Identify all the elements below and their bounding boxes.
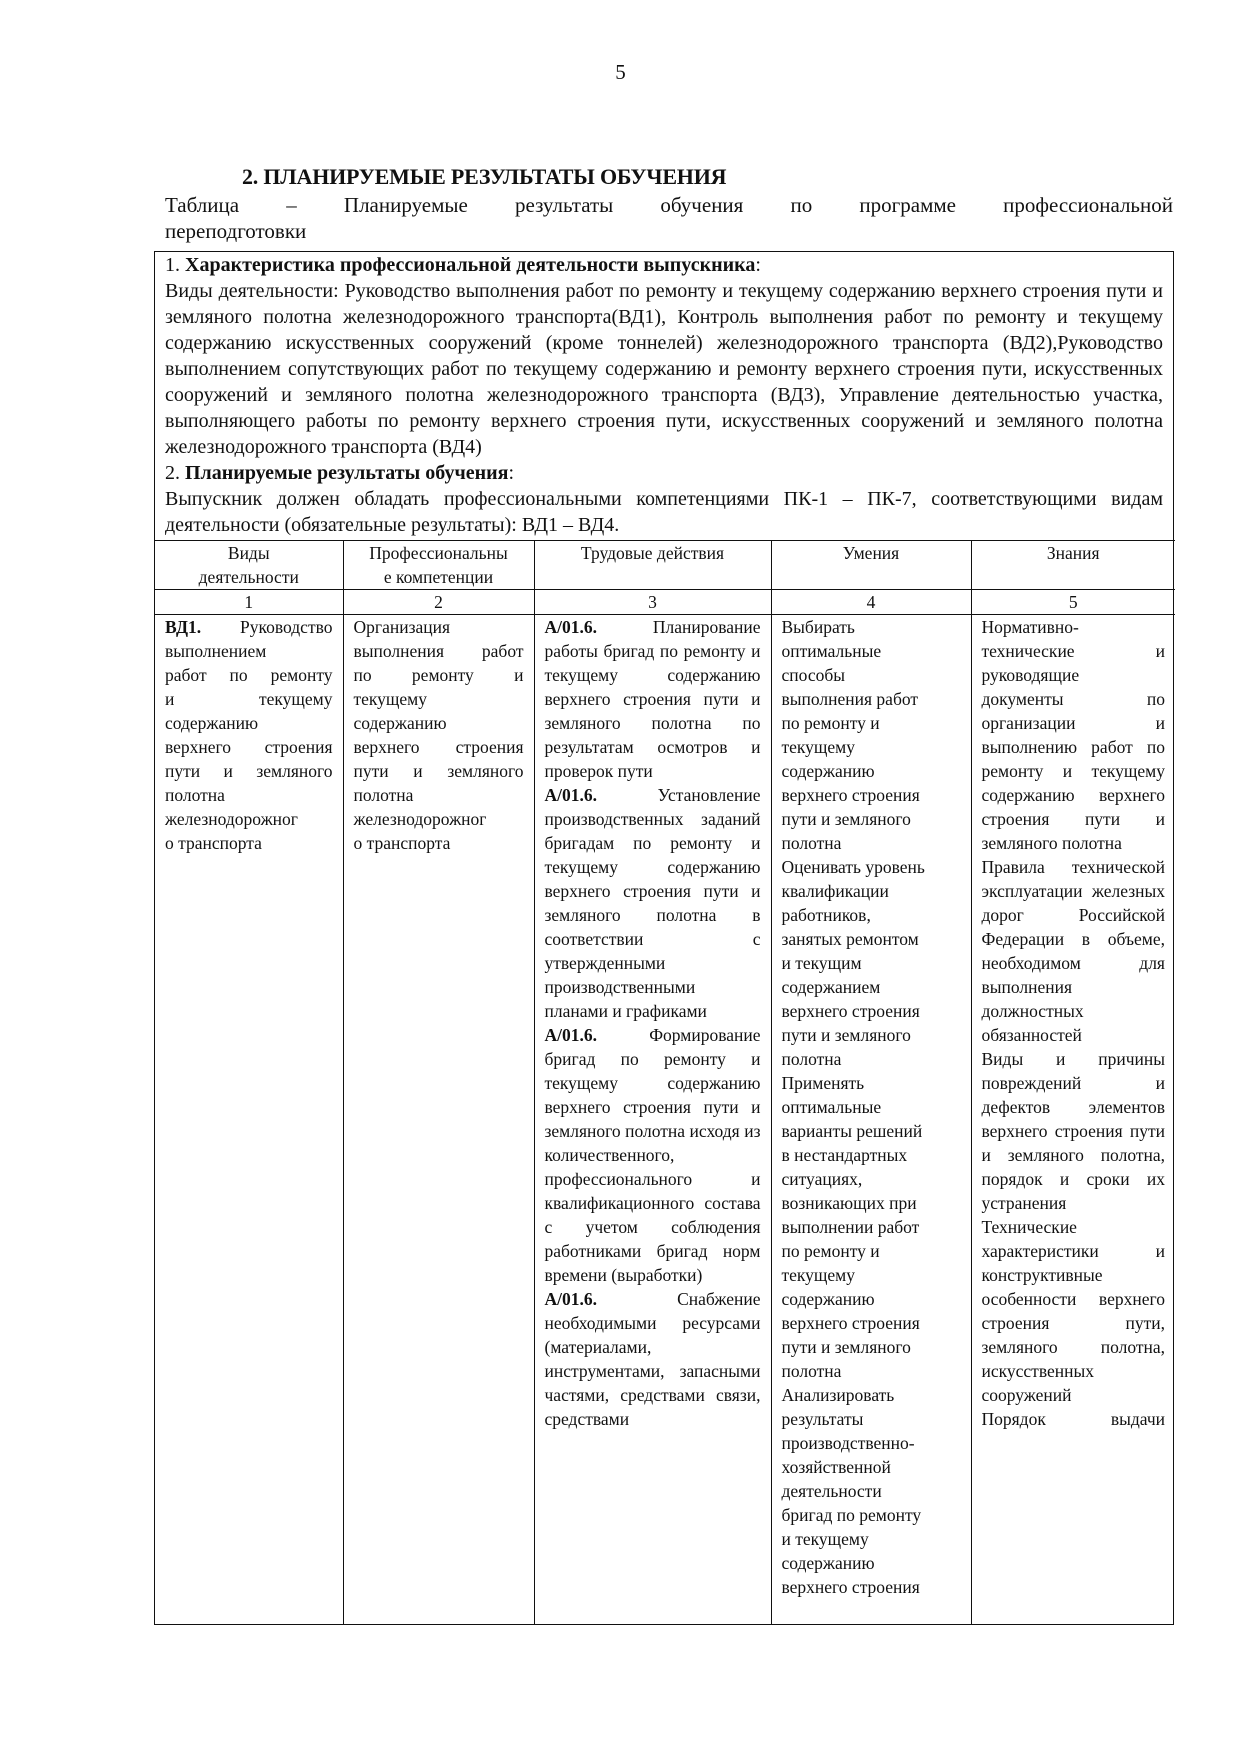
header-line: Профессиональны: [369, 543, 508, 563]
competence-cell: [343, 615, 534, 1625]
learning-outcomes-table: [154, 251, 1174, 1625]
activity-line: о транспорта: [165, 833, 262, 853]
competence-line: железнодорожног: [353, 809, 487, 829]
labor-action-item: [545, 783, 761, 1023]
outcomes-heading: [165, 460, 1163, 486]
skill-line: пути и земляного: [781, 1337, 911, 1357]
competence-line: Организация: [353, 617, 451, 637]
labor-action-code: А/01.6.: [544, 1025, 597, 1045]
skill-line: пути и земляного: [781, 809, 911, 829]
activity-line: пути и земляного: [165, 761, 333, 781]
skill-line: пути и земляного: [781, 1025, 911, 1045]
labor-action-text: Формирование бригад по ремонту и текущему содержанию верхнего строения пути и земляного полотна исходя из количественного, профессионального и квалификационного состава с учетом соблюдения работниками бригад норм времени (выработки): [544, 1025, 761, 1285]
header-row: [155, 541, 1175, 590]
competence-line: пути и земляного: [353, 761, 524, 781]
header-line: деятельности: [198, 567, 299, 587]
skill-line: результаты: [781, 1409, 864, 1429]
activity-line: полотна: [165, 785, 225, 805]
table-row: [155, 615, 1175, 1625]
header-line: Виды: [227, 543, 270, 563]
skill-line: способы: [781, 665, 845, 685]
skill-line: Применять: [781, 1073, 865, 1093]
skill-line: полотна: [781, 833, 842, 853]
skill-line: Выбирать: [781, 617, 855, 637]
skill-line: содержанию: [781, 1553, 875, 1573]
activity-line: и текущему: [165, 689, 333, 709]
activity-line: работ по ремонту: [165, 665, 333, 685]
activity-line: [165, 615, 333, 639]
labor-action-code: А/01.6.: [544, 785, 597, 805]
skill-line: производственно-: [781, 1433, 915, 1453]
skill-line: и текущим: [781, 953, 862, 973]
labor-action-text: Планирование работы бригад по ремонту и текущему содержанию верхнего строения пути и земляного полотна по результатам осмотров и проверок пути: [544, 617, 761, 781]
knowledge-item: Порядок выдачи: [981, 1409, 1165, 1429]
knowledge-cell: [971, 615, 1175, 1625]
skill-line: верхнего строения: [781, 1001, 920, 1021]
skill-line: верхнего строения: [781, 1577, 920, 1597]
skill-line: содержанию: [781, 1289, 875, 1309]
labor-action-item: [545, 1023, 761, 1287]
skill-line: выполнения работ: [781, 689, 919, 709]
skill-line: квалификации: [781, 881, 889, 901]
skill-line: хозяйственной: [781, 1457, 891, 1477]
table-caption-continued: переподготовки: [165, 219, 307, 243]
competence-line: содержанию: [353, 713, 447, 733]
activities-text: Виды деятельности: Руководство выполнения работ по ремонту и текущему содержанию верхнего строения пути и земляного полотна железнодорожного транспорта(ВД1), Контроль выполнения работ по ремонту и текущему содержанию искусственных сооружений (кроме тоннелей) железнодорожного транспорта (ВД2),Руководство выполнением сопутствующих работ по текущему содержанию и ремонту верхнего строения пути, искусственных сооружений и земляного полотна железнодорожного транспорта (ВД3), Управление деятельностью участка, выполняющего работы по ремонту верхнего строения пути, искусственных сооружений и земляного полотна железнодорожного транспорта (ВД4): [165, 280, 1163, 458]
competence-line: полотна: [353, 785, 414, 805]
skill-line: текущему: [781, 1265, 855, 1285]
header-competencies: [343, 541, 534, 590]
skill-line: оптимальные: [781, 641, 882, 661]
item-number: 2.: [165, 462, 185, 484]
item-number: 1.: [165, 254, 185, 276]
activity-text: Руководство: [201, 617, 333, 637]
skill-line: выполнении работ: [781, 1217, 920, 1237]
column-number: 3: [534, 590, 771, 615]
labor-action-item: [545, 1287, 761, 1431]
skill-line: содержанием: [781, 977, 881, 997]
skills-cell: [771, 615, 971, 1625]
header-labor-actions: Трудовые действия: [534, 541, 771, 590]
activity-line: выполнением: [165, 641, 267, 661]
characteristics-title: Характеристика профессиональной деятельности выпускника: [185, 254, 756, 276]
knowledge-item: Правила технической эксплуатации железных дорог Российской Федерации в объеме, необходимом для выполнения должностных обязанностей: [981, 857, 1165, 1045]
labor-action-item: [545, 615, 761, 783]
competence-line: текущему: [353, 689, 427, 709]
header-knowledge: Знания: [971, 541, 1175, 590]
skill-line: возникающих при: [781, 1193, 917, 1213]
skill-line: по ремонту и: [781, 713, 880, 733]
competence-line: выполнения работ: [353, 641, 524, 661]
page-number: 5: [615, 60, 626, 84]
labor-actions-cell: [534, 615, 771, 1625]
skill-line: ситуациях,: [781, 1169, 863, 1189]
skill-line: работников,: [781, 905, 871, 925]
column-number: 4: [771, 590, 971, 615]
skill-line: бригад по ремонту: [781, 1505, 922, 1525]
skill-line: верхнего строения: [781, 1313, 920, 1333]
skill-line: содержанию: [781, 761, 875, 781]
skill-line: и текущему: [781, 1529, 869, 1549]
labor-action-code: А/01.6.: [544, 617, 597, 637]
skill-line: занятых ремонтом: [781, 929, 919, 949]
colon: :: [508, 462, 515, 484]
knowledge-item: Нормативно-технические и руководящие документы по организации и выполнению работ по ремонту и текущему содержанию верхнего строения пути и земляного полотна: [981, 617, 1165, 853]
activity-line: содержанию: [165, 713, 259, 733]
skill-line: верхнего строения: [781, 785, 920, 805]
labor-action-text: Установление производственных заданий бригадам по ремонту и текущему содержанию верхнего строения пути и земляного полотна в соответствии с утвержденными производственными планами и графиками: [544, 785, 761, 1021]
skill-line: полотна: [781, 1361, 842, 1381]
skill-line: Анализировать: [781, 1385, 895, 1405]
activity-line: железнодорожног: [165, 809, 298, 829]
skill-line: оптимальные: [781, 1097, 882, 1117]
header-line: е компетенции: [383, 567, 494, 587]
competency-grid: [155, 540, 1175, 1624]
column-number: 2: [343, 590, 534, 615]
competence-line: о транспорта: [353, 833, 451, 853]
column-number: 1: [155, 590, 343, 615]
skill-line: по ремонту и: [781, 1241, 880, 1261]
skill-line: в нестандартных: [781, 1145, 908, 1165]
table-caption: Таблица – Планируемые результаты обучения по программе профессиональной: [165, 193, 1173, 217]
competencies-text: Выпускник должен обладать профессиональными компетенциями ПК-1 – ПК-7, соответствующими видам деятельности (обязательные результаты): ВД1 – ВД4.: [165, 488, 1163, 536]
activity-line: верхнего строения: [165, 737, 333, 757]
skill-line: текущему: [781, 737, 855, 757]
outcomes-title: Планируемые результаты обучения: [185, 462, 509, 484]
header-skills: Умения: [771, 541, 971, 590]
labor-action-code: А/01.6.: [544, 1289, 597, 1309]
header-activity-types: [155, 541, 343, 590]
competence-line: по ремонту и: [353, 665, 524, 685]
column-number-row: [155, 590, 1175, 615]
competence-line: верхнего строения: [353, 737, 524, 757]
table-intro: [155, 252, 1173, 538]
activity-code: ВД1.: [165, 617, 202, 637]
skill-line: полотна: [781, 1049, 842, 1069]
skill-line: деятельности: [781, 1481, 882, 1501]
activity-type-cell: [155, 615, 343, 1625]
column-number: 5: [971, 590, 1175, 615]
knowledge-item: Технические характеристики и конструктивные особенности верхнего строения пути, земляного полотна, искусственных сооружений: [981, 1217, 1165, 1405]
knowledge-item: Виды и причины повреждений и дефектов элементов верхнего строения пути и земляного полотна, порядок и сроки их устранения: [981, 1049, 1165, 1213]
skill-line: Оценивать уровень: [781, 857, 925, 877]
characteristics-heading: [165, 252, 1163, 278]
section-title: 2. ПЛАНИРУЕМЫЕ РЕЗУЛЬТАТЫ ОБУЧЕНИЯ: [242, 164, 727, 189]
labor-action-text: Снабжение необходимыми ресурсами (материалами, инструментами, запасными частями, средствами связи, средствами: [544, 1289, 761, 1429]
colon: :: [755, 254, 761, 276]
skill-line: варианты решений: [781, 1121, 923, 1141]
